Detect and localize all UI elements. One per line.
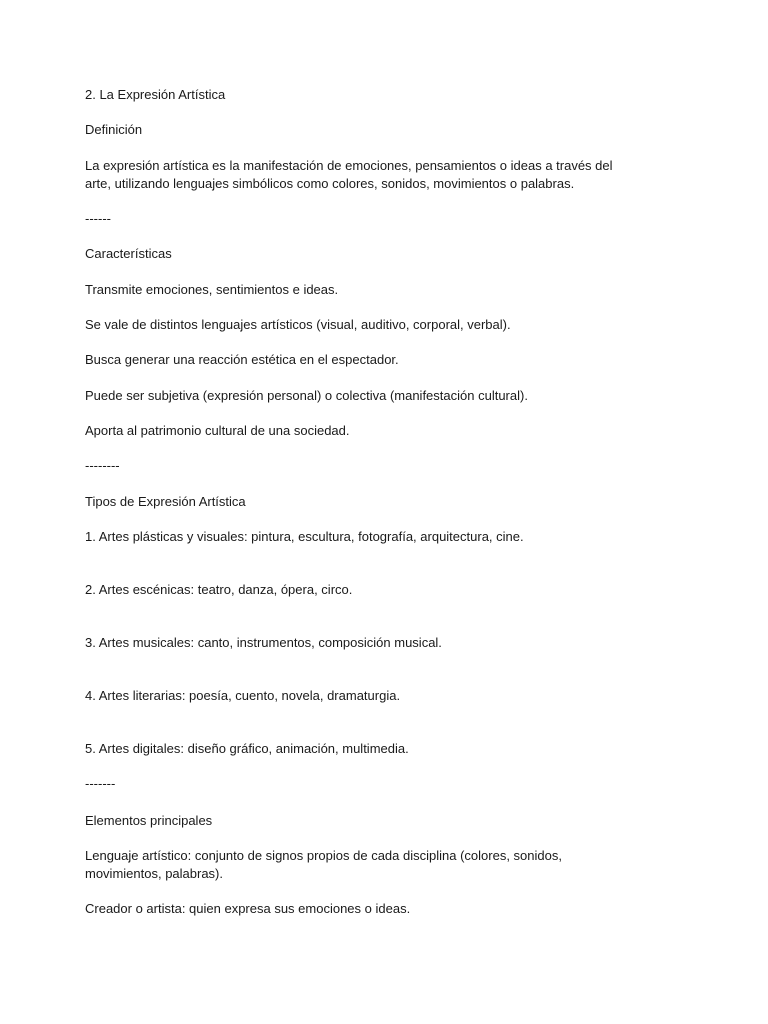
- separator: ------: [85, 211, 111, 226]
- type-item: 1. Artes plásticas y visuales: pintura, escultura, fotografía, arquitectura, cine.: [85, 529, 524, 544]
- characteristic-item: Se vale de distintos lenguajes artísticos (visual, auditivo, corporal, verbal).: [85, 317, 511, 332]
- definition-text-line-1: La expresión artística es la manifestación de emociones, pensamientos o ideas a través del: [85, 158, 613, 173]
- definition-text-line-2: arte, utilizando lenguajes simbólicos como colores, sonidos, movimientos o palabras.: [85, 176, 575, 191]
- characteristic-item: Puede ser subjetiva (expresión personal) o colectiva (manifestación cultural).: [85, 388, 528, 403]
- element-item: Creador o artista: quien expresa sus emociones o ideas.: [85, 901, 411, 916]
- separator: --------: [85, 458, 120, 473]
- element-item-line-1: Lenguaje artístico: conjunto de signos propios de cada disciplina (colores, sonidos,: [85, 848, 562, 863]
- separator: -------: [85, 776, 116, 791]
- type-item: 5. Artes digitales: diseño gráfico, animación, multimedia.: [85, 741, 409, 756]
- types-heading: Tipos de Expresión Artística: [85, 494, 246, 509]
- element-item-line-2: movimientos, palabras).: [85, 866, 223, 881]
- characteristics-heading: Características: [85, 246, 172, 261]
- characteristic-item: Transmite emociones, sentimientos e ideas.: [85, 282, 339, 297]
- characteristic-item: Busca generar una reacción estética en el espectador.: [85, 352, 399, 367]
- document-title: 2. La Expresión Artística: [85, 87, 226, 102]
- definition-heading: Definición: [85, 122, 143, 137]
- type-item: 2. Artes escénicas: teatro, danza, ópera, circo.: [85, 582, 353, 597]
- elements-heading: Elementos principales: [85, 813, 213, 828]
- type-item: 3. Artes musicales: canto, instrumentos, composición musical.: [85, 635, 442, 650]
- characteristic-item: Aporta al patrimonio cultural de una sociedad.: [85, 423, 350, 438]
- type-item: 4. Artes literarias: poesía, cuento, novela, dramaturgia.: [85, 688, 401, 703]
